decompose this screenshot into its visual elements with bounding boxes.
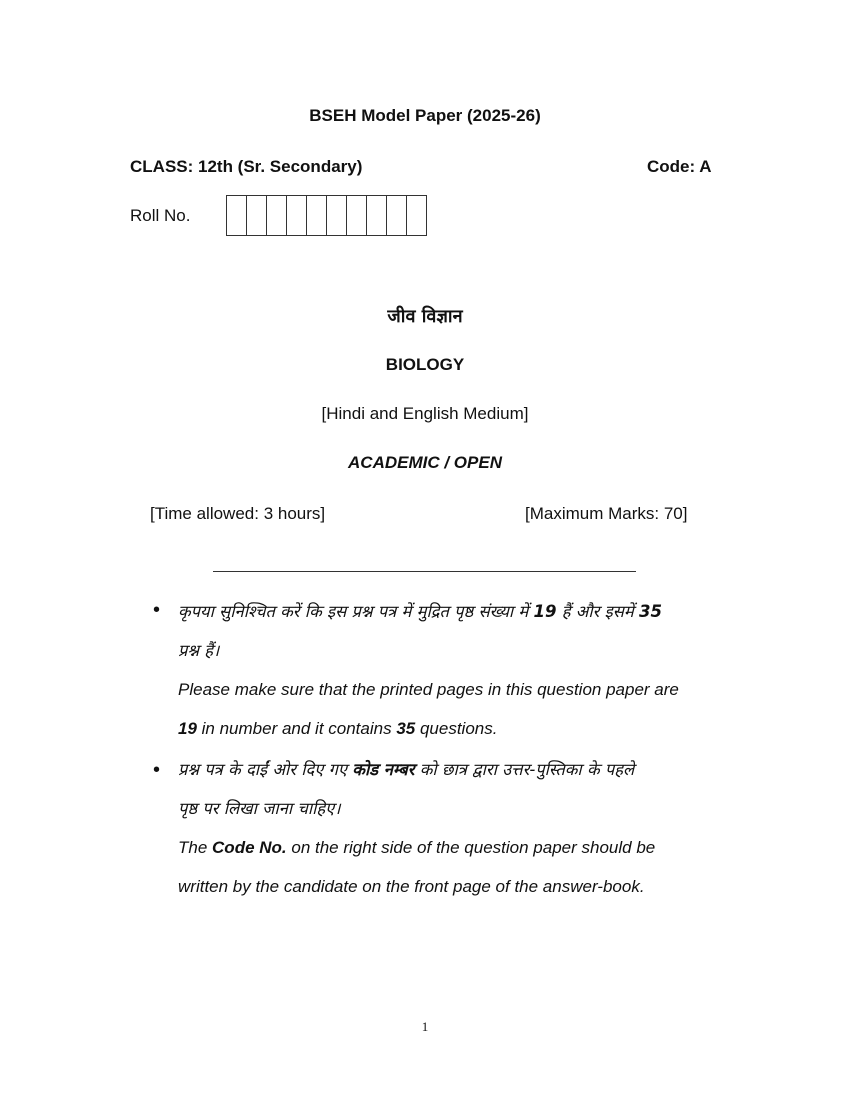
text-segment: कृपया सुनिश्चित करें कि इस प्रश्न पत्र में मुद्रित पृष्ठ संख्या में [178, 602, 534, 621]
page-number: 1 [421, 1019, 429, 1034]
instruction-item-2 [178, 750, 738, 906]
subject-english: BIOLOGY [385, 355, 465, 374]
text-segment: को छात्र द्वारा उत्तर-पुस्तिका के पहले [414, 760, 635, 779]
instruction-2-hindi-line-2: पृष्ठ पर लिखा जाना चाहिए। [178, 799, 341, 818]
code-number-term: कोड नम्बर [352, 760, 415, 779]
page-count: 19 [533, 602, 557, 621]
text-segment: हैं और इसमें [556, 602, 639, 621]
roll-number-box [347, 196, 367, 235]
roll-number-label: Roll No. [130, 206, 191, 225]
text-segment: प्रश्न पत्र के दाईं ओर दिए गए [178, 760, 353, 779]
text-segment: The [178, 838, 213, 857]
text-segment: in number and it contains [196, 719, 397, 738]
instruction-1-hindi-line-1 [178, 592, 738, 631]
instruction-item-1 [178, 592, 738, 748]
page-count: 19 [178, 719, 197, 738]
bullet-icon: • [153, 599, 161, 621]
instruction-2-english-line-1 [178, 828, 738, 867]
class-label: CLASS: 12th (Sr. Secondary) [130, 157, 363, 176]
roll-number-box [247, 196, 267, 235]
roll-number-box [267, 196, 287, 235]
time-allowed: [Time allowed: 3 hours] [150, 504, 326, 523]
roll-number-box [367, 196, 387, 235]
roll-number-box [287, 196, 307, 235]
medium-label: [Hindi and English Medium] [321, 404, 529, 423]
paper-title: BSEH Model Paper (2025-26) [309, 106, 541, 125]
roll-number-box [227, 196, 247, 235]
instruction-2-hindi-line-1 [178, 750, 738, 789]
roll-number-box [407, 196, 427, 235]
subject-hindi: जीव विज्ञान [387, 306, 463, 327]
text-segment: questions. [415, 719, 498, 738]
instruction-1-english-line-1: Please make sure that the printed pages in this question paper are [178, 680, 679, 699]
text-segment: on the right side of the question paper should be [286, 838, 656, 857]
instruction-1-hindi-line-2: प्रश्न हैं। [178, 641, 220, 660]
roll-number-box [307, 196, 327, 235]
divider-line [213, 571, 636, 572]
maximum-marks: [Maximum Marks: 70] [525, 504, 688, 523]
roll-number-box [327, 196, 347, 235]
instruction-1-english-line-2 [178, 709, 738, 748]
roll-number-box [387, 196, 407, 235]
code-label: Code: A [647, 157, 712, 176]
instruction-2-english-line-2: written by the candidate on the front page of the answer-book. [178, 877, 645, 896]
question-count: 35 [639, 602, 662, 621]
bullet-icon: • [153, 759, 161, 781]
roll-number-boxes [226, 195, 427, 236]
stream-label: ACADEMIC / OPEN [348, 453, 502, 472]
question-count: 35 [396, 719, 416, 738]
code-number-term: Code No. [212, 838, 287, 857]
